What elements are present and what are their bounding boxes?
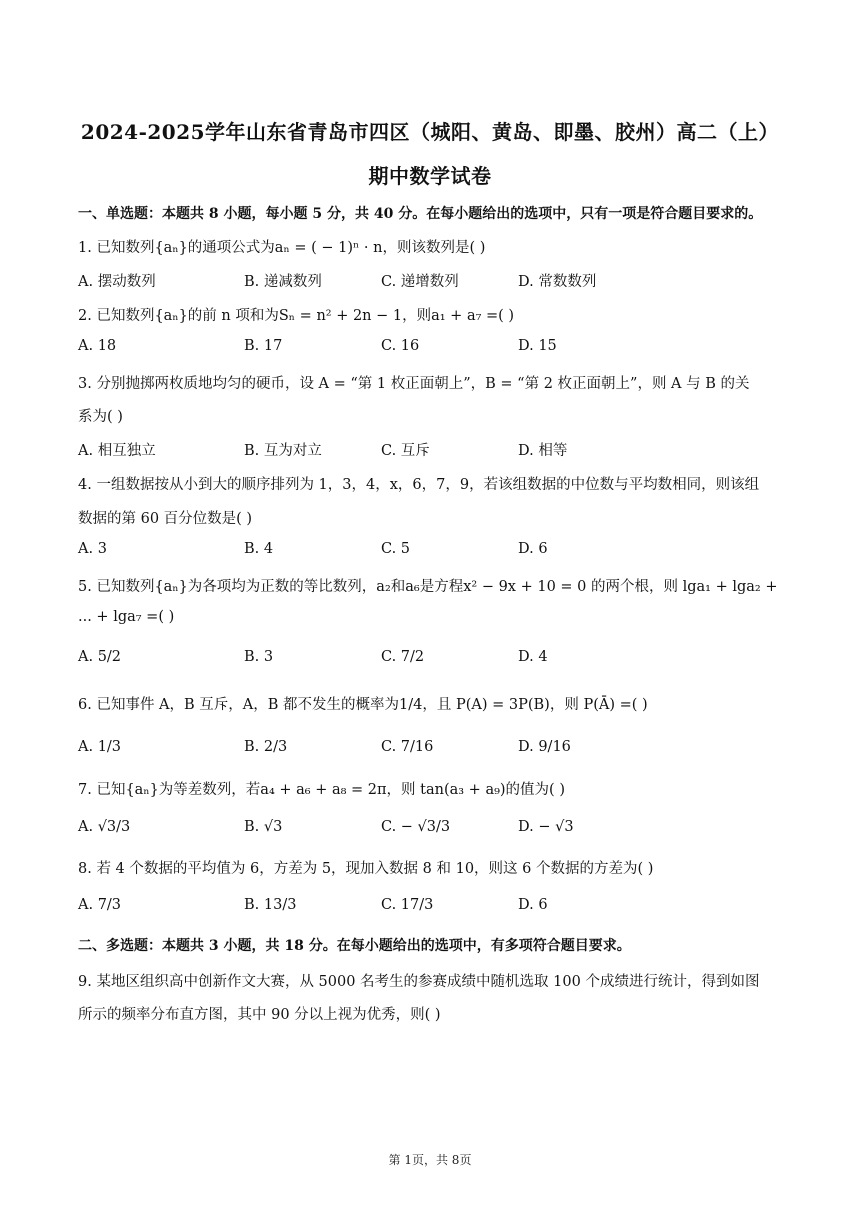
- question-2-options: [78, 338, 782, 366]
- option-d: D. 6: [518, 541, 548, 557]
- option-d: D. 4: [518, 649, 548, 665]
- question-1-options: [78, 270, 782, 298]
- option-d: D. 9/16: [518, 739, 571, 755]
- option-c: C. 17/3: [381, 897, 434, 913]
- question-8-options: [78, 897, 782, 925]
- question-4-text-line1: 4. 一组数据按从小到大的顺序排列为 1，3，4，x，6，7，9，若该组数据的中位数与平均数相同，则该组: [78, 477, 760, 493]
- question-9-text-line1: 9. 某地区组织高中创新作文大赛，从 5000 名考生的参赛成绩中随机选取 100 个成绩进行统计，得到如图: [78, 974, 760, 990]
- option-d: D. − √3: [518, 819, 574, 835]
- question-5-options: [78, 649, 782, 677]
- option-a: A. 1/3: [78, 739, 122, 755]
- option-d: D. 6: [518, 897, 548, 913]
- exam-title-line1: 2024-2025学年山东省青岛市四区（城阳、黄岛、即墨、胶州）高二（上）: [80, 120, 780, 144]
- option-c: C. 递增数列: [381, 274, 459, 290]
- question-8-text: 8. 若 4 个数据的平均值为 6，方差为 5，现加入数据 8 和 10，则这 6 个数据的方差为( ): [78, 861, 654, 877]
- option-a: A. 7/3: [78, 897, 122, 913]
- option-a: A. 18: [78, 338, 117, 354]
- option-b: B. 17: [244, 338, 283, 354]
- section-multiple-choice-heading: 二、多选题：本题共 3 小题，共 18 分。在每小题给出的选项中，有多项符合题目要求。: [78, 938, 631, 954]
- question-7-text: 7. 已知{aₙ}为等差数列，若a₄ + a₆ + a₈ = 2π，则 tan(a₃ + a₉)的值为( ): [78, 782, 565, 798]
- option-b: B. 13/3: [244, 897, 297, 913]
- question-1-text: 1. 已知数列{aₙ}的通项公式为aₙ = ( − 1)ⁿ · n，则该数列是( ): [78, 240, 486, 256]
- option-a: A. 相互独立: [78, 443, 156, 459]
- option-c: C. 16: [381, 338, 420, 354]
- option-b: B. √3: [244, 819, 283, 835]
- option-d: D. 相等: [518, 443, 568, 459]
- option-d: D. 15: [518, 338, 557, 354]
- option-b: B. 递减数列: [244, 274, 322, 290]
- option-a: A. √3/3: [78, 819, 131, 835]
- option-c: C. 5: [381, 541, 411, 557]
- question-7-options: [78, 819, 782, 847]
- question-6-options: [78, 739, 782, 767]
- option-b: B. 3: [244, 649, 274, 665]
- option-c: C. 7/2: [381, 649, 425, 665]
- question-3-options: [78, 439, 782, 467]
- question-5-text-line2: ... + lga₇ =( ): [78, 609, 175, 625]
- option-c: C. 互斥: [381, 443, 430, 459]
- question-3-text-line1: 3. 分别抛掷两枚质地均匀的硬币，设 A = “第 1 枚正面朝上”，B = “第 2 枚正面朝上”，则 A 与 B 的关: [78, 376, 750, 392]
- question-5-text-line1: 5. 已知数列{aₙ}为各项均为正数的等比数列，a₂和a₆是方程x² − 9x + 10 = 0 的两个根，则 lga₁ + lga₂ +: [78, 579, 778, 595]
- option-a: A. 5/2: [78, 649, 122, 665]
- option-c: C. − √3/3: [381, 819, 451, 835]
- question-4-text-line2: 数据的第 60 百分位数是( ): [78, 511, 253, 527]
- option-b: B. 互为对立: [244, 443, 322, 459]
- question-9-text-line2: 所示的频率分布直方图，其中 90 分以上视为优秀，则( ): [78, 1007, 441, 1023]
- exam-title-line2: 期中数学试卷: [368, 164, 492, 188]
- section-single-choice-heading: 一、单选题：本题共 8 小题，每小题 5 分，共 40 分。在每小题给出的选项中，只有一项是符合题目要求的。: [78, 206, 763, 222]
- option-a: A. 摆动数列: [78, 274, 156, 290]
- option-a: A. 3: [78, 541, 107, 557]
- question-4-options: [78, 541, 782, 569]
- question-3-text-line2: 系为( ): [78, 409, 123, 425]
- option-d: D. 常数数列: [518, 274, 597, 290]
- option-b: B. 4: [244, 541, 274, 557]
- option-c: C. 7/16: [381, 739, 434, 755]
- question-6-text: 6. 已知事件 A，B 互斥，A，B 都不发生的概率为1/4，且 P(A) = 3P(B)，则 P(Ā) =( ): [78, 697, 648, 713]
- option-b: B. 2/3: [244, 739, 288, 755]
- question-2-text: 2. 已知数列{aₙ}的前 n 项和为Sₙ = n² + 2n − 1，则a₁ + a₇ =( ): [78, 308, 515, 324]
- page-footer: 第 1页，共 8页: [388, 1153, 472, 1167]
